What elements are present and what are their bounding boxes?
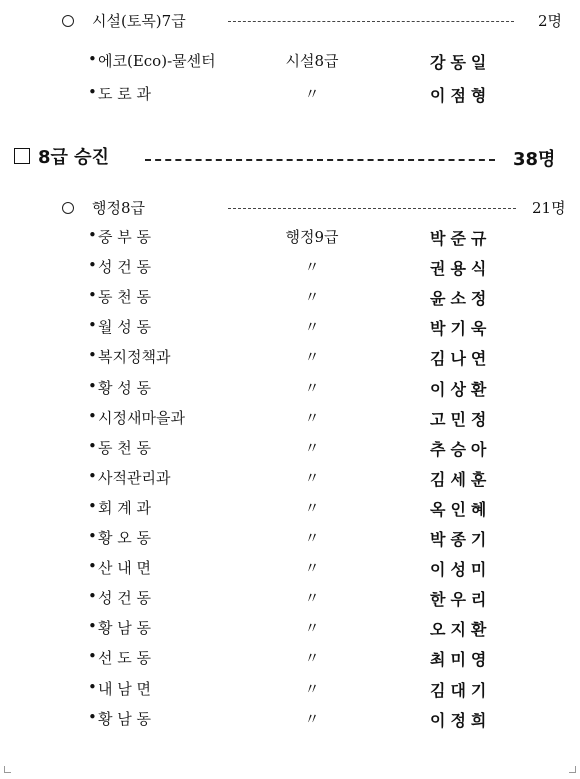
rank: 〃 — [304, 408, 320, 427]
list-item — [0, 647, 580, 677]
rank: 〃 — [304, 498, 320, 517]
bullet: • — [88, 466, 97, 485]
list-item — [0, 467, 580, 497]
bullet: • — [88, 346, 97, 365]
subsection-header-admin — [62, 197, 145, 218]
list-item — [0, 377, 580, 407]
rank: 〃 — [304, 529, 320, 547]
department: 에코(Eco)-물센터 — [98, 52, 216, 70]
list-item — [0, 587, 580, 617]
rank: 〃 — [304, 679, 320, 698]
bullet: • — [88, 557, 97, 576]
department: 시정새마을과 — [98, 408, 185, 427]
person-name: 이정희 — [430, 710, 492, 730]
department: 회 계 과 — [98, 498, 152, 517]
department: 복지정책과 — [98, 348, 171, 367]
department: 사적관리과 — [98, 468, 171, 487]
department: 중 부 동 — [98, 228, 152, 246]
department: 동 천 동 — [98, 438, 152, 457]
rank: 〃 — [304, 709, 320, 728]
rank: 행정9급 — [285, 228, 339, 246]
subsection-title: 행정8급 — [92, 199, 146, 217]
main-heading — [14, 143, 109, 169]
bullet: • — [88, 617, 97, 636]
main-dashed-leader — [145, 159, 495, 161]
rank: 〃 — [304, 589, 320, 608]
bullet: • — [88, 647, 97, 666]
rank: 〃 — [304, 378, 320, 397]
department: 내 남 면 — [98, 679, 152, 698]
department: 황 남 동 — [98, 709, 152, 728]
person-name: 이성미 — [430, 560, 492, 580]
subsection-title: 시설(토목)7급 — [92, 12, 186, 30]
list-item — [0, 316, 580, 346]
department: 도 로 과 — [98, 85, 152, 103]
bullet: • — [88, 316, 97, 335]
department: 성 건 동 — [98, 258, 152, 277]
person-name: 이점형 — [430, 86, 492, 105]
department: 동 천 동 — [98, 288, 152, 307]
bullet: • — [88, 496, 97, 515]
subsection-count: 2명 — [538, 12, 563, 30]
rank: 〃 — [304, 468, 320, 487]
list-item — [0, 346, 580, 376]
bullet: • — [88, 376, 97, 395]
circle-bullet-icon — [62, 202, 74, 214]
department: 황 오 동 — [98, 529, 152, 547]
person-name: 박종기 — [430, 530, 492, 549]
rank: 〃 — [304, 348, 320, 367]
bullet: • — [88, 436, 97, 455]
subsection-count: 21명 — [532, 199, 566, 217]
person-name: 추승아 — [430, 439, 492, 459]
checkbox-square-icon — [14, 148, 30, 164]
list-item — [0, 286, 580, 316]
circle-bullet-icon — [62, 15, 74, 27]
person-name: 한우리 — [430, 590, 492, 610]
rank: 〃 — [304, 288, 320, 307]
page-corner-mark — [569, 766, 576, 773]
person-name: 윤소정 — [430, 289, 492, 309]
department: 황 남 동 — [98, 619, 152, 638]
bullet: • — [88, 707, 97, 726]
bullet: • — [88, 406, 97, 425]
rank: 〃 — [304, 559, 320, 578]
main-count: 38명 — [513, 149, 556, 170]
rank: 시설8급 — [285, 52, 339, 70]
subsection-header-facility — [62, 10, 186, 31]
bullet: • — [88, 50, 97, 68]
list-item — [0, 527, 580, 557]
rank: 〃 — [304, 619, 320, 638]
person-name: 최미영 — [430, 650, 492, 670]
bullet: • — [88, 83, 97, 101]
person-name: 고민정 — [430, 409, 492, 429]
list-item — [0, 50, 580, 80]
person-name: 박준규 — [430, 229, 492, 248]
person-name: 강동일 — [430, 53, 492, 72]
rank: 〃 — [304, 318, 320, 337]
list-item — [0, 708, 580, 738]
person-name: 김대기 — [430, 680, 492, 700]
department: 성 건 동 — [98, 589, 152, 608]
bullet: • — [88, 587, 97, 606]
dashed-leader — [228, 208, 516, 209]
bullet: • — [88, 677, 97, 696]
rank: 〃 — [304, 649, 320, 668]
list-item — [0, 678, 580, 708]
list-item — [0, 407, 580, 437]
rank: 〃 — [304, 258, 320, 277]
list-item — [0, 497, 580, 527]
department: 황 성 동 — [98, 378, 152, 397]
list-item — [0, 83, 580, 113]
department: 선 도 동 — [98, 649, 152, 668]
bullet: • — [88, 286, 97, 305]
bullet: • — [88, 226, 97, 244]
list-item — [0, 256, 580, 286]
rank: 〃 — [304, 85, 320, 103]
department: 산 내 면 — [98, 559, 152, 578]
list-item — [0, 437, 580, 467]
person-name: 김나연 — [430, 349, 492, 369]
bullet: • — [88, 256, 97, 275]
bullet: • — [88, 527, 97, 545]
person-name: 이상환 — [430, 379, 492, 399]
person-name: 권용식 — [430, 259, 492, 279]
dashed-leader — [228, 21, 514, 22]
page-corner-mark — [4, 766, 11, 773]
rank: 〃 — [304, 438, 320, 457]
list-item — [0, 557, 580, 587]
department: 월 성 동 — [98, 318, 152, 337]
person-name: 박기욱 — [430, 319, 492, 339]
list-item — [0, 617, 580, 647]
person-name: 김세훈 — [430, 469, 492, 489]
person-name: 옥인혜 — [430, 499, 492, 519]
main-title: 8급 승진 — [38, 147, 109, 168]
person-name: 오지환 — [430, 620, 492, 640]
list-item — [0, 226, 580, 256]
